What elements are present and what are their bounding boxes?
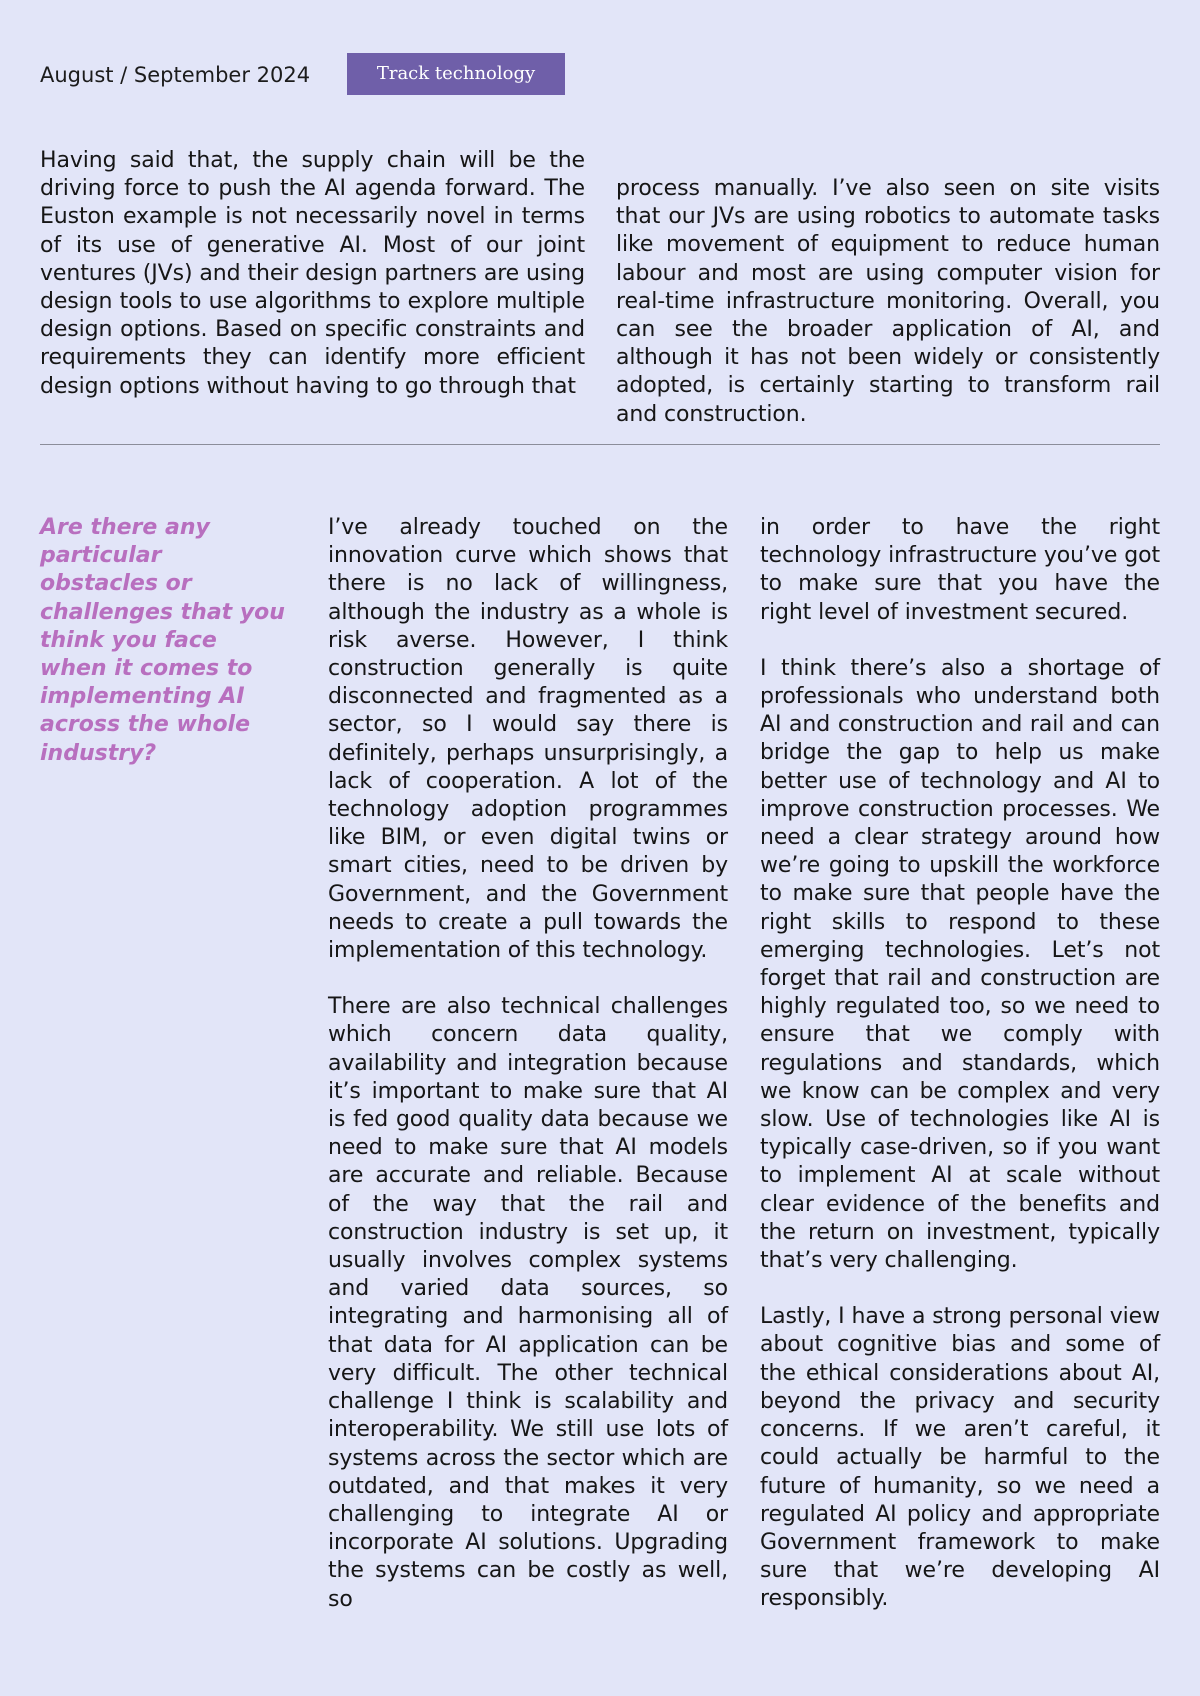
answer-paragraph: There are also technical challenges which concern data quality, availability and integration because it’s important to make sure that AI is fed good quality data because we need to make sure that AI models are accurate and reliable. Because of the way that the rail and construction industry is set up, it usually involves complex systems and varied data sources, so integrating and harmonising all of that data for AI application can be very difficult. The other technical challenge I think is scalability and interoperability. We still use lots of systems across the sector which are outdated, and that makes it very challenging to integrate AI or incorporate AI solutions. Upgrading the systems can be costly as well, so [328,994,728,1612]
answer-paragraph: I’ve already touched on the innovation curve which shows that there is no lack of willingness, although the industry as a whole is risk averse. However, I think construction generally is quite disconnected and fragmented as a sector, so I would say there is definitely, perhaps unsurprisingly, a lack of cooperation. A lot of the technology adoption programmes like BIM, or even digital twins or smart cities, need to be driven by Government, and the Government needs to create a pull towards the implementation of this technology. [328,515,728,964]
answer-column-right [760,514,1160,1614]
section-divider [40,444,1160,445]
issue-date: August / September 2024 [40,63,311,87]
interview-question: Are there any particular obstacles or challenges that you think you face when it comes to implementing AI across the whole industry? [40,515,285,766]
section-tag: Track technology [347,53,565,95]
answer-paragraph: Lastly, I have a strong personal view about cognitive bias and some of the ethical considerations about AI, beyond the privacy and security concerns. If we aren’t careful, it could actually be harmful to the future of humanity, so we need a regulated AI policy and appropriate Government framework to make sure that we’re developing AI responsibly. [760,1304,1160,1612]
answer-column-middle [328,514,728,1614]
answer-paragraph: in order to have the right technology infrastructure you’ve got to make sure that you have the right level of investment secured. [760,515,1160,625]
intro-paragraph-right: process manually. I’ve also seen on site visits that our JVs are using robotics to automate tasks like movement of equipment to reduce human labour and most are using computer vision for real-time infrastructure monitoring. Overall, you can see the broader application of AI, and although it has not been widely or consistently adopted, is certainly starting to transform rail and construction. [616,176,1160,427]
intro-paragraph-left: Having said that, the supply chain will be the driving force to push the AI agenda forward. The Euston example is not necessarily novel in terms of its use of generative AI. Most of our joint ventures (JVs) and their design partners are using design tools to use algorithms to explore multiple design options. Based on specific constraints and requirements they can identify more efficient design options without having to go through that [40,148,585,399]
answer-paragraph: I think there’s also a shortage of professionals who understand both AI and construction and rail and can bridge the gap to help us make better use of technology and AI to improve construction processes. We need a clear strategy around how we’re going to upskill the workforce to make sure that people have the right skills to respond to these emerging technologies. Let’s not forget that rail and construction are highly regulated too, so we need to ensure that we comply with regulations and standards, which we know can be complex and very slow. Use of technologies like AI is typically case-driven, so if you want to implement AI at scale without clear evidence of the benefits and the return on investment, typically that’s very challenging. [760,655,1160,1274]
